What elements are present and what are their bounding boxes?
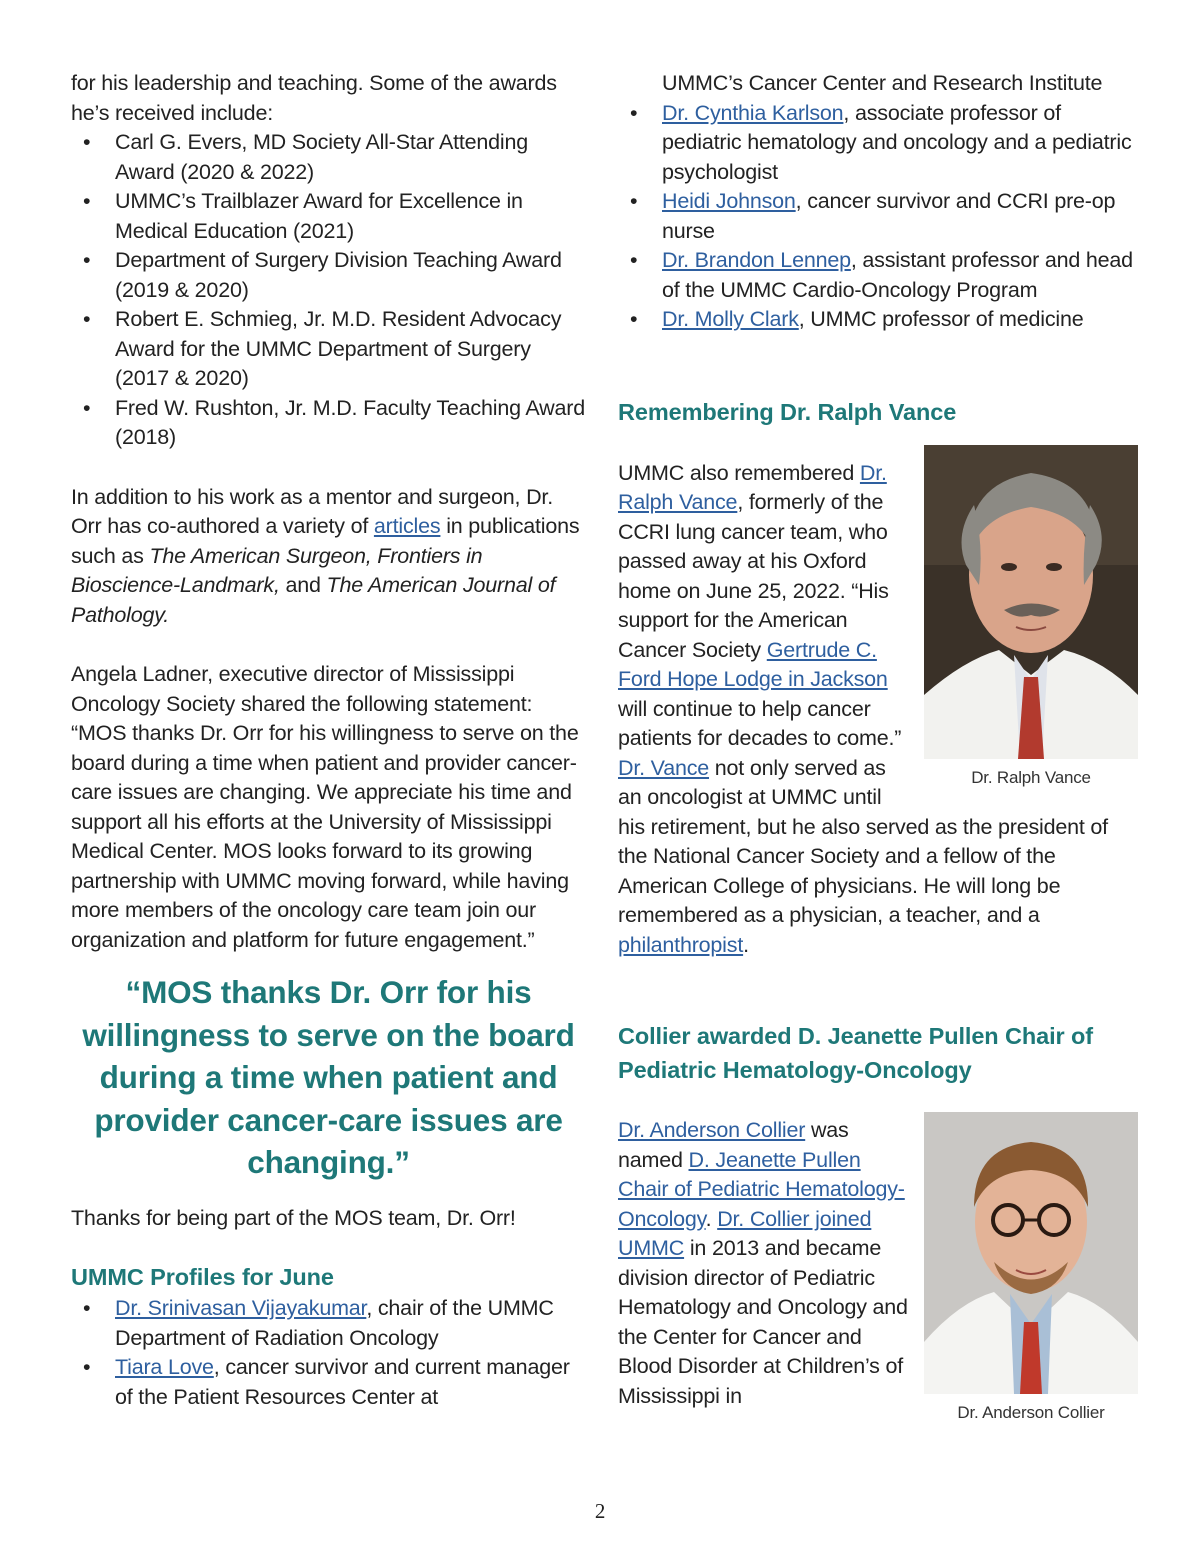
list-item: • Department of Surgery Division Teaching Award (2019 & 2020): [71, 246, 586, 305]
philanthropist-link[interactable]: philanthropist: [618, 932, 744, 957]
collier-caption: Dr. Anderson Collier: [957, 1403, 1105, 1422]
vance-article: [618, 459, 1138, 961]
vance-caption: Dr. Ralph Vance: [971, 767, 1091, 787]
list-item: • Carl G. Evers, MD Society All-Star Attending Award (2020 & 2022): [71, 128, 586, 187]
profiles-continued: UMMC’s Cancer Center and Research Institute: [662, 71, 1103, 95]
publications-paragraph: In addition to his work as a mentor and surgeon, Dr. Orr has co-authored a variety of articles in publications such as The American Surgeon, Frontiers in Bioscience-Landmark, and The American Journal of Pathology.: [71, 484, 580, 627]
list-item: • Dr. Cynthia Karlson, associate professor of pediatric hematology and oncology and a pediatric psychologist: [618, 99, 1138, 188]
profiles-list-continued: [618, 99, 1138, 335]
list-item: • Fred W. Rushton, Jr. M.D. Faculty Teaching Award (2018): [71, 394, 586, 453]
profiles-list: [71, 1294, 586, 1412]
vance-link[interactable]: Dr. Ralph Vance: [618, 460, 887, 514]
collier-joined-link[interactable]: Dr. Collier joined UMMC: [618, 1206, 872, 1260]
list-item: • Dr. Brandon Lennep, assistant professor and head of the UMMC Cardio-Oncology Program: [618, 246, 1138, 305]
profile-link[interactable]: Dr. Cynthia Karlson: [662, 100, 844, 125]
articles-link[interactable]: articles: [373, 514, 441, 538]
vance-figure: [924, 445, 1138, 789]
profiles-heading: UMMC Profiles for June: [71, 1264, 334, 1290]
awards-intro: for his leadership and teaching. Some of the awards he’s received include:: [71, 71, 557, 125]
portrait-image: [924, 445, 1138, 759]
profile-link[interactable]: Dr. Srinivasan Vijayakumar: [115, 1296, 367, 1320]
thanks-line: Thanks for being part of the MOS team, Dr. Orr!: [71, 1205, 516, 1230]
awards-list: [71, 128, 586, 453]
profile-link[interactable]: Dr. Brandon Lennep: [662, 248, 851, 272]
left-column: [71, 69, 586, 1412]
vance-photo: [924, 445, 1138, 759]
profile-link[interactable]: Heidi Johnson: [662, 189, 796, 213]
statement-paragraph: Angela Ladner, executive director of Mississippi Oncology Society shared the following statement: “MOS thanks Dr. Orr for his willingness to serve on the board during a time when patient and provider cancer-care issues are changing. We appreciate his time and support all his efforts at the University of Mississippi Medical Center. MOS looks forward to its growing partnership with UMMC moving forward, while having more members of the oncology care team join our organization and platform for future engagement.”: [71, 662, 579, 952]
list-item: • UMMC’s Trailblazer Award for Excellence in Medical Education (2021): [71, 187, 586, 246]
vance-paragraph: UMMC also remembered Dr. Ralph Vance, formerly of the CCRI lung cancer team, who passed away at his Oxford home on June 25, 2022. “His support for the American Cancer Society Gertrude C. Ford Hope Lodge in Jackson will continue to help cancer patients for decades to come.” Dr. Vance not only served as an oncologist at UMMC until his retirement, but he also served as the president of the National Cancer Society and a fellow of the American College of physicians. He will long be remembered as a physician, a teacher, and a philanthropist.: [618, 460, 1108, 957]
page-number: 2: [594, 1499, 606, 1523]
profile-link[interactable]: Dr. Molly Clark: [662, 307, 799, 331]
pullen-chair-link[interactable]: D. Jeanette Pullen Chair of Pediatric Hematology-Oncology: [618, 1147, 905, 1231]
collier-heading: Collier awarded D. Jeanette Pullen Chair of Pediatric Hematology-Oncology: [618, 1023, 1093, 1083]
vance-heading: Remembering Dr. Ralph Vance: [618, 398, 957, 425]
list-item: • Dr. Srinivasan Vijayakumar, chair of the UMMC Department of Radiation Oncology: [71, 1294, 586, 1353]
list-item: • Dr. Molly Clark, UMMC professor of medicine: [618, 305, 1138, 335]
collier-photo: [924, 1112, 1138, 1394]
collier-article: [618, 1116, 1138, 1422]
collier-paragraph: Dr. Anderson Collier was named D. Jeanette Pullen Chair of Pediatric Hematology-Oncology. Dr. Collier joined UMMC in 2013 and became division director of Pediatric Hematology and Oncology and the Center for Cancer and Blood Disorder at Children’s of Mississippi in: [618, 1118, 908, 1408]
dr-vance-link[interactable]: Dr. Vance: [618, 755, 710, 780]
list-item: • Heidi Johnson, cancer survivor and CCRI pre-op nurse: [618, 187, 1138, 246]
right-column: [618, 69, 1138, 1424]
profile-link[interactable]: Tiara Love: [115, 1355, 214, 1379]
collier-figure: [924, 1112, 1138, 1424]
list-item: • Robert E. Schmieg, Jr. M.D. Resident Advocacy Award for the UMMC Department of Surgery (2017 & 2020): [71, 305, 586, 394]
list-item: • Tiara Love, cancer survivor and current manager of the Patient Resources Center at: [71, 1353, 586, 1412]
hope-lodge-link[interactable]: Gertrude C. Ford Hope Lodge in Jackson: [618, 637, 888, 691]
portrait-image: [924, 1112, 1138, 1394]
collier-link[interactable]: Dr. Anderson Collier: [618, 1118, 806, 1142]
pull-quote: “MOS thanks Dr. Orr for his willingness to serve on the board during a time when patient and provider cancer-care issues are changing.”: [82, 974, 575, 1180]
